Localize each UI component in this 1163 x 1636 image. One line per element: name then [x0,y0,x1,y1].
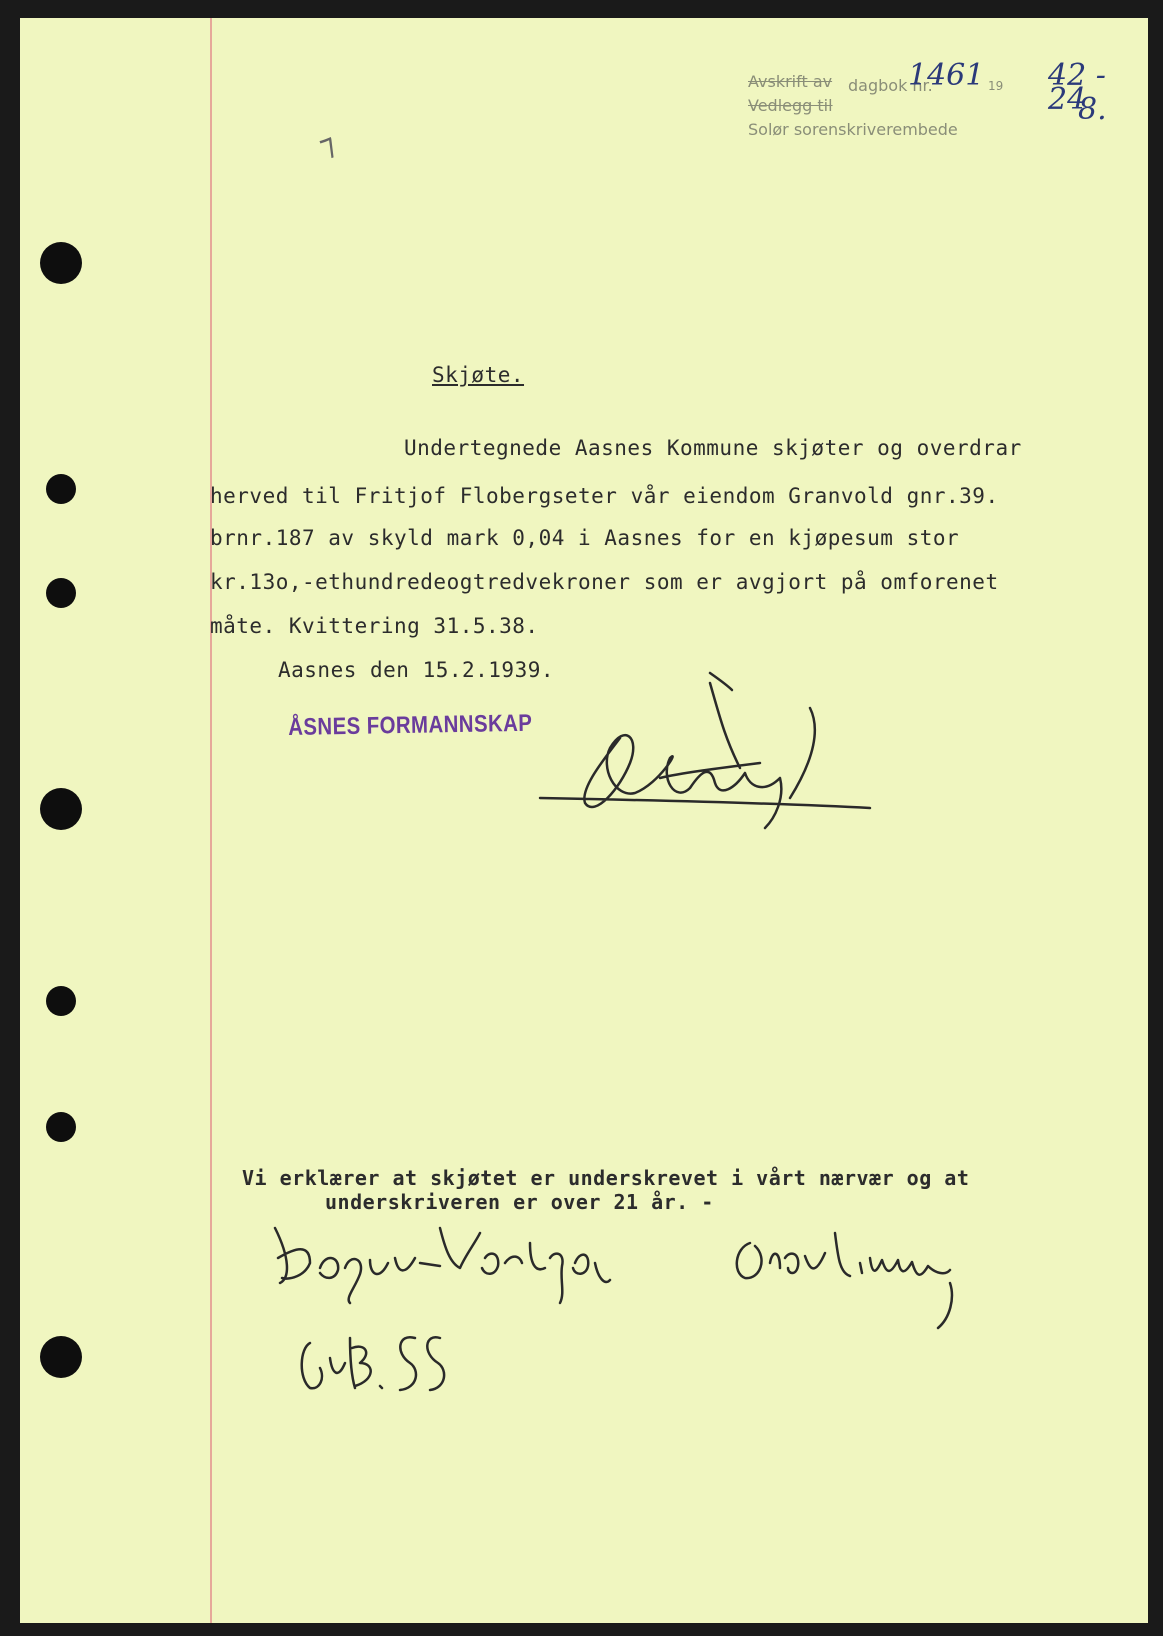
document-title: Skjøte. [432,363,525,387]
office-name: Solør sorenskriverembede [748,120,958,139]
official-stamp: ÅSNES FORMANNSKAP [288,709,533,741]
body-line: herved til Fritjof Flobergseter vår eiendom Granvold gnr.39. [210,484,999,508]
header-line1-prefix: Avskrift av [748,72,833,91]
year-handwritten: 42 - 24 [1048,58,1106,117]
witness-signature-icon [275,1228,610,1303]
dagbok-label: dagbok nr. [848,76,933,95]
place-date: Aasnes den 15.2.1939. [278,658,555,682]
day-handwritten: 8. [1078,92,1107,127]
dagbok-number: 1461 [908,58,985,93]
mayor-signature-icon [540,683,870,828]
body-line: kr.13o,-ethundredeogtredvekroner som er avgjort på omforenet [210,570,999,594]
document-page [20,18,1148,1623]
pencil-mark-icon: ⁊ [314,126,341,165]
body-line: måte. Kvittering 31.5.38. [210,614,539,638]
header-line2-prefix: Vedlegg til [748,96,833,115]
initials-icon [302,1337,444,1390]
body-line: brnr.187 av skyld mark 0,04 i Aasnes for en kjøpesum stor [210,526,960,550]
declaration-line: Vi erklærer at skjøtet er underskrevet i vårt nærvær og at [242,1166,970,1190]
handwritten-signatures [20,18,1148,1623]
declaration-line: underskriveren er over 21 år. - [325,1190,714,1214]
witness-signature-icon [737,1233,952,1328]
year-label: 19 [988,79,1004,93]
body-line: Undertegnede Aasnes Kommune skjøter og overdrar [404,436,1022,460]
